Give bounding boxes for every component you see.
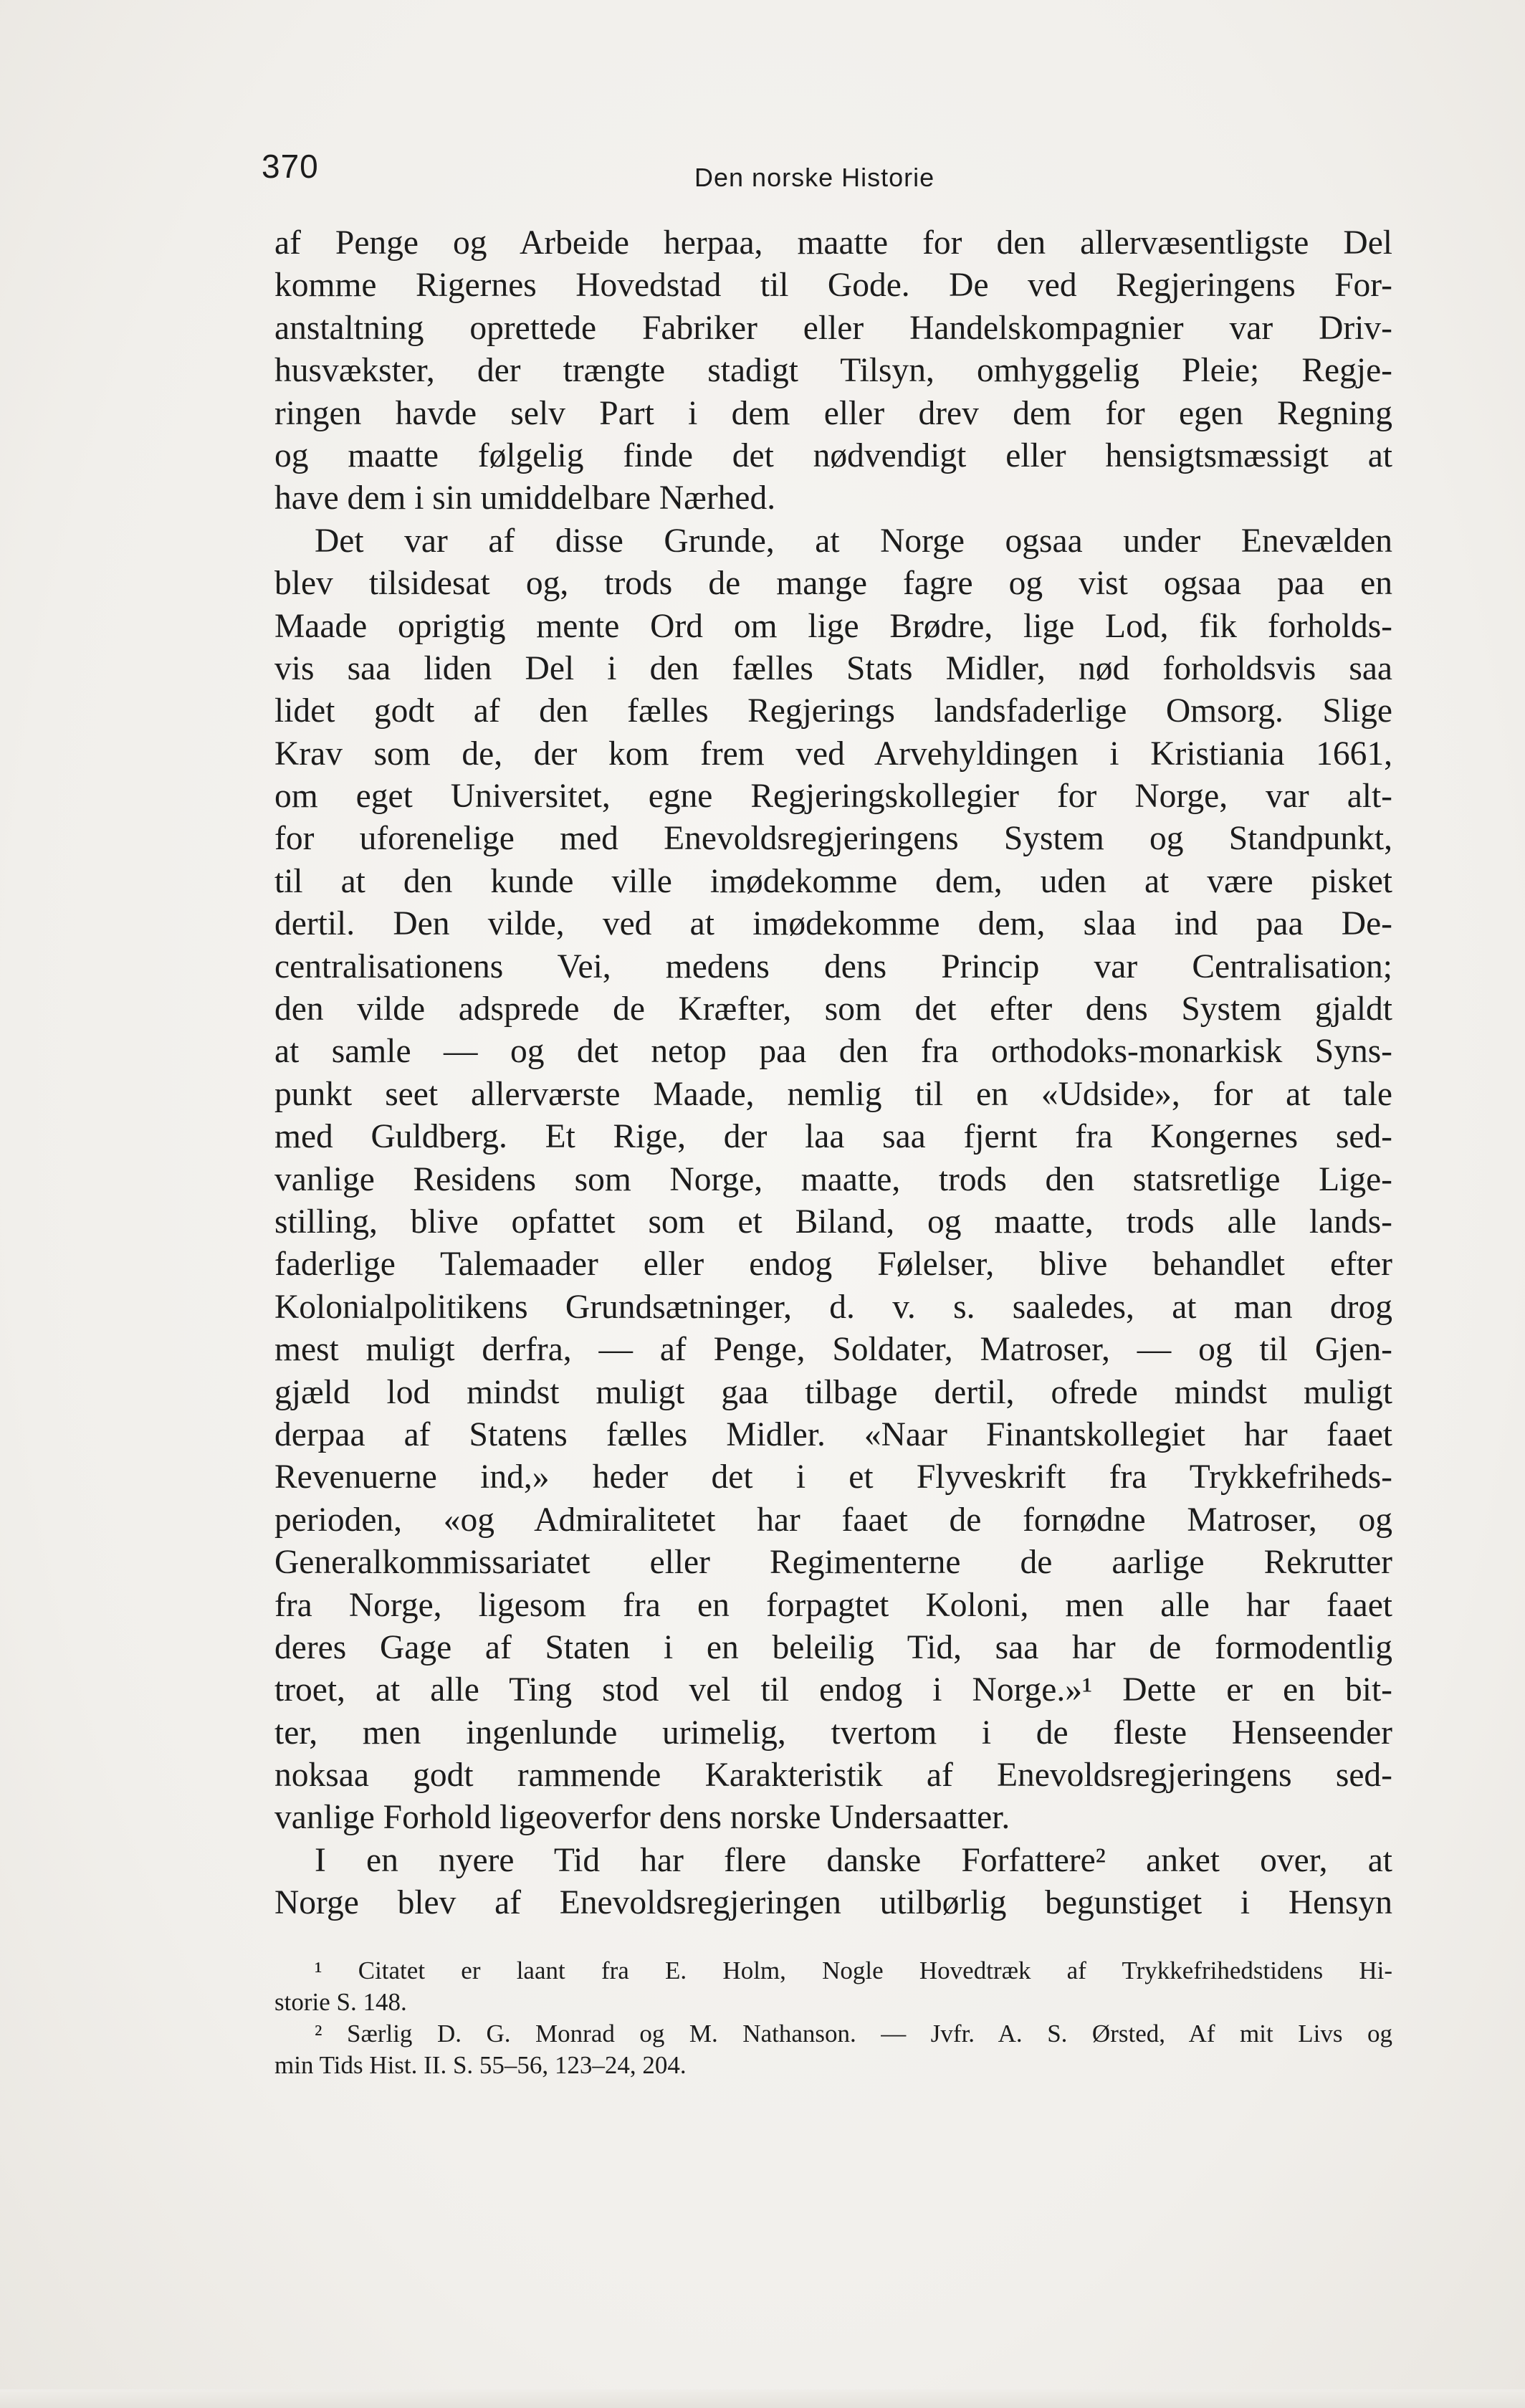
text-line: Krav som de, der kom frem ved Arvehyldingen i Kristiania 1661, xyxy=(274,735,1392,773)
footnote-2: ² Særlig D. G. Monrad og M. Nathanson. — Jvfr. A. S. Ørsted, Af mit Livs og xyxy=(315,2020,1392,2048)
text-line: troet, at alle Ting stod vel til endog i Norge.»¹ Dette er en bit- xyxy=(274,1671,1392,1709)
paragraph-start-line: Det var af disse Grunde, at Norge ogsaa under Enevælden xyxy=(315,522,1392,560)
running-title: Den norske Historie xyxy=(694,163,935,192)
footnote-1-continuation: storie S. 148. xyxy=(274,1988,407,2016)
text-line: perioden, «og Admiralitetet har faaet de fornødne Matroser, og xyxy=(274,1501,1392,1539)
text-line: at samle — og det netop paa den fra orthodoks-monarkisk Syns- xyxy=(274,1033,1392,1071)
text-line: Norge blev af Enevoldsregjeringen utilbørlig begunstiget i Hensyn xyxy=(274,1884,1392,1922)
text-line: stilling, blive opfattet som et Biland, og maatte, trods alle lands- xyxy=(274,1203,1392,1241)
text-line: lidet godt af den fælles Regjerings landsfaderlige Omsorg. Slige xyxy=(274,692,1392,730)
paragraph-start-line: I en nyere Tid har flere danske Forfattere² anket over, at xyxy=(315,1841,1392,1879)
text-line: deres Gage af Staten i en beleilig Tid, saa har de formodentlig xyxy=(274,1628,1392,1666)
text-line: med Guldberg. Et Rige, der laa saa fjernt fra Kongernes sed- xyxy=(274,1118,1392,1156)
text-line: centralisationens Vei, medens dens Princip var Centralisation; xyxy=(274,947,1392,985)
text-line: for uforenelige med Enevoldsregjeringens System og Standpunkt, xyxy=(274,820,1392,858)
text-line: Kolonialpolitikens Grundsætninger, d. v. s. saaledes, at man drog xyxy=(274,1288,1392,1326)
body-text xyxy=(274,222,1392,1925)
text-line: have dem i sin umiddelbare Nærhed. xyxy=(274,479,776,517)
page-bottom-edge xyxy=(0,2389,1525,2408)
text-line: blev tilsidesat og, trods de mange fagre og vist ogsaa paa en xyxy=(274,565,1392,603)
text-line: faderlige Talemaader eller endog Følelser, blive behandlet efter xyxy=(274,1246,1392,1284)
running-header xyxy=(262,147,1430,197)
text-line: mest muligt derfra, — af Penge, Soldater, Matroser, — og til Gjen- xyxy=(274,1331,1392,1369)
footnotes xyxy=(274,1955,1392,2081)
text-line: ringen havde selv Part i dem eller drev dem for egen Regning xyxy=(274,394,1392,432)
text-line: og maatte følgelig finde det nødvendigt eller hensigtsmæssigt at xyxy=(274,436,1392,474)
text-line: Maade oprigtig mente Ord om lige Brødre, lige Lod, fik forholds- xyxy=(274,607,1392,645)
text-line: af Penge og Arbeide herpaa, maatte for den allervæsentligste Del xyxy=(274,224,1392,262)
text-line: om eget Universitet, egne Regjeringskollegier for Norge, var alt- xyxy=(274,778,1392,816)
text-line: gjæld lod mindst muligt gaa tilbage dertil, ofrede mindst muligt xyxy=(274,1373,1392,1411)
text-line: derpaa af Statens fælles Midler. «Naar Finantskollegiet har faaet xyxy=(274,1415,1392,1453)
text-line: til at den kunde ville imødekomme dem, uden at være pisket xyxy=(274,862,1392,900)
text-line: dertil. Den vilde, ved at imødekomme dem, slaa ind paa De- xyxy=(274,905,1392,943)
text-line: komme Rigernes Hovedstad til Gode. De ved Regjeringens For- xyxy=(274,267,1392,305)
text-line: vis saa liden Del i den fælles Stats Midler, nød forholdsvis saa xyxy=(274,649,1392,687)
footnote-1: ¹ Citatet er laant fra E. Holm, Nogle Hovedtræk af Trykkefrihedstidens Hi- xyxy=(315,1956,1392,1984)
text-line: den vilde adsprede de Kræfter, som det efter dens System gjaldt xyxy=(274,990,1392,1028)
text-line: punkt seet allerværste Maade, nemlig til en «Udside», for at tale xyxy=(274,1075,1392,1113)
page-number: 370 xyxy=(262,148,319,185)
text-line: anstaltning oprettede Fabriker eller Handelskompagnier var Driv- xyxy=(274,309,1392,347)
text-line: ter, men ingenlunde urimelig, tvertom i de fleste Henseender xyxy=(274,1714,1392,1752)
footnote-2-continuation: min Tids Hist. II. S. 55–56, 123–24, 204. xyxy=(274,2051,687,2079)
text-line: vanlige Forhold ligeoverfor dens norske Undersaatter. xyxy=(274,1799,1010,1837)
text-line: husvækster, der trængte stadigt Tilsyn, omhyggelig Pleie; Regje- xyxy=(274,352,1392,390)
text-line: noksaa godt rammende Karakteristik af Enevoldsregjeringens sed- xyxy=(274,1757,1392,1795)
text-line: vanlige Residens som Norge, maatte, trods den statsretlige Lige- xyxy=(274,1160,1392,1198)
text-line: Revenuerne ind,» heder det i et Flyveskrift fra Trykkefriheds- xyxy=(274,1458,1392,1496)
text-line: Generalkommissariatet eller Regimenterne de aarlige Rekrutter xyxy=(274,1544,1392,1582)
text-line: fra Norge, ligesom fra en forpagtet Koloni, men alle har faaet xyxy=(274,1586,1392,1624)
